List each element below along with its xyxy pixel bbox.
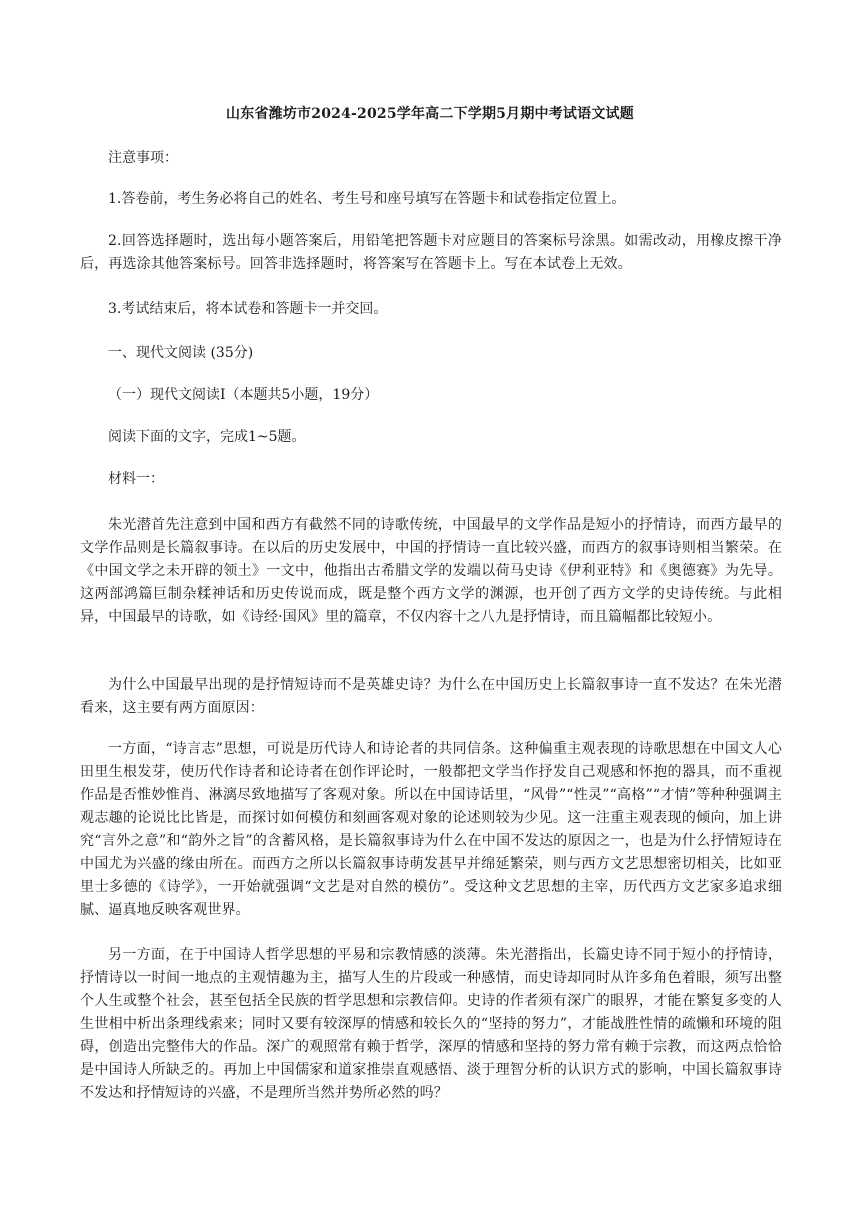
document-title: 山东省潍坊市2024-2025学年高二下学期5月期中考试语文试题 <box>226 106 634 122</box>
subsection-heading: （一）现代文阅读Ⅰ（本题共5小题，19分） <box>108 387 379 403</box>
material-label: 材料一： <box>108 471 164 487</box>
body-paragraph: 朱光潜首先注意到中国和西方有截然不同的诗歌传统，中国最早的文学作品是短小的抒情诗，而西方最早的文学作品则是长篇叙事诗。在以后的历史发展中，中国的抒情诗一直比较兴盛，而西方的叙事诗则相当繁荣。在《中国文学之未开辟的领土》一文中，他指出古希腊文学的发端以荷马史诗《伊利亚特》和《奥德赛》为先导。这两部鸿篇巨制杂糅神话和历史传说而成，既是整个西方文学的渊源，也开创了西方文学的史诗传统。与此相异，中国最早的诗歌，如《诗经·国风》里的篇章，不仅内容十之八九是抒情诗，而且篇幅都比较短小。 <box>80 517 782 625</box>
notice-item-2: 2.回答选择题时，选出每小题答案后，用铅笔把答题卡对应题目的答案标号涂黑。如需改动，用橡皮擦干净后，再选涂其他答案标号。回答非选择题时，将答案写在答题卡上。写在本试卷上无效。 <box>80 233 782 272</box>
reading-instruction: 阅读下面的文字，完成1~5题。 <box>108 429 306 445</box>
notice-item-1: 1.答卷前，考生务必将自己的姓名、考生号和座号填写在答题卡和试卷指定位置上。 <box>108 191 626 207</box>
notice-item-3: 3.考试结束后，将本试卷和答题卡一并交回。 <box>108 301 388 317</box>
section-heading: 一、现代文阅读 (35分) <box>108 345 254 361</box>
body-paragraph: 另一方面，在于中国诗人哲学思想的平易和宗教情感的淡薄。朱光潜指出，长篇史诗不同于短小的抒情诗，抒情诗以一时间一地点的主观情趣为主，描写人生的片段或一种感情，而史诗却同时从许多角色着眼，须写出整个人生或整个社会，甚至包括全民族的哲学思想和宗教信仰。史诗的作者须有深广的眼界，才能在繁复多变的人生世相中析出条理线索来；同时又要有较深厚的情感和较长久的“坚持的努力”，才能战胜性情的疏懒和环境的阻碍，创造出完整伟大的作品。深广的观照常有赖于哲学，深厚的情感和坚持的努力常有赖于宗教，而这两点恰恰是中国诗人所缺乏的。再加上中国儒家和道家推崇直观感悟、淡于理智分析的认识方式的影响，中国长篇叙事诗不发达和抒情短诗的兴盛，不是理所当然并势所必然的吗？ <box>80 947 782 1101</box>
body-paragraph: 一方面，“诗言志”思想，可说是历代诗人和诗论者的共同信条。这种偏重主观表现的诗歌思想在中国文人心田里生根发芽，使历代作诗者和论诗者在创作评论时，一般都把文学当作抒发自己观感和怀抱的器具，而不重视作品是否惟妙惟肖、淋漓尽致地描写了客观对象。所以在中国诗话里，“风骨”“性灵”“高格”“才情”等种种强调主观志趣的论说比比皆是，而探讨如何模仿和刻画客观对象的论述则较为少见。这一注重主观表现的倾向，加上讲究“言外之意”和“韵外之旨”的含蓄风格，是长篇叙事诗为什么在中国不发达的原因之一，也是为什么抒情短诗在中国尤为兴盛的缘由所在。而西方之所以长篇叙事诗萌发甚早并绵延繁荣，则与西方文艺思想密切相关，比如亚里士多德的《诗学》，一开始就强调“文艺是对自然的模仿”。受这种文艺思想的主宰，历代西方文艺家多追求细腻、逼真地反映客观世界。 <box>80 741 782 918</box>
body-paragraph: 为什么中国最早出现的是抒情短诗而不是英雄史诗？为什么在中国历史上长篇叙事诗一直不发达？在朱光潜看来，这主要有两方面原因： <box>80 677 782 716</box>
notice-heading: 注意事项： <box>108 150 178 166</box>
